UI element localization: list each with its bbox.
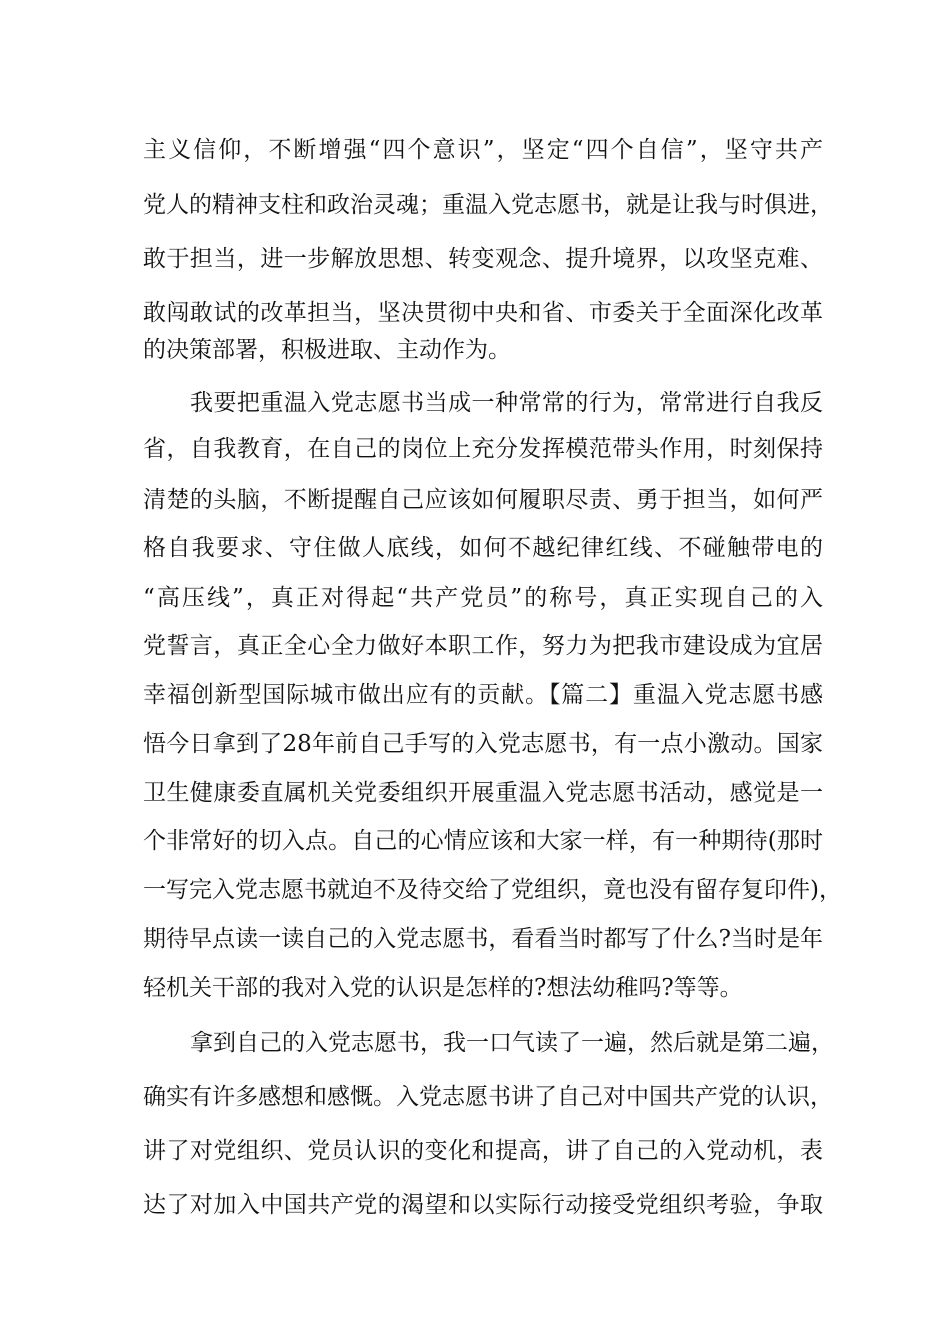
text-line: 我要把重温入党志愿书当成一种常常的行为，常常进行自我反 xyxy=(190,390,823,416)
text-line: 主义信仰，不断增强“四个意识”，坚定“四个自信”，坚守共产 xyxy=(143,137,823,163)
text-line: 党人的精神支柱和政治灵魂；重温入党志愿书，就是让我与时俱进， xyxy=(143,192,833,218)
text-line: 党誓言，真正全心全力做好本职工作，努力为把我市建设成为宜居 xyxy=(143,633,823,659)
text-line: 个非常好的切入点。自己的心情应该和大家一样，有一种期待(那时 xyxy=(143,828,823,854)
text-line: 轻机关干部的我对入党的认识是怎样的?想法幼稚吗?等等。 xyxy=(143,975,743,1001)
text-line: 格自我要求、守住做人底线，如何不越纪律红线、不碰触带电的 xyxy=(143,535,823,561)
text-line: 幸福创新型国际城市做出应有的贡献。【篇二】重温入党志愿书感 xyxy=(143,682,823,708)
text-line: 达了对加入中国共产党的渴望和以实际行动接受党组织考验，争取 xyxy=(143,1192,823,1218)
text-line: 卫生健康委直属机关党委组织开展重温入党志愿书活动，感觉是一 xyxy=(143,780,823,806)
text-line: 敢于担当，进一步解放思想、转变观念、提升境界，以攻坚克难、 xyxy=(143,246,823,272)
text-line: 省，自我教育，在自己的岗位上充分发挥模范带头作用，时刻保持 xyxy=(143,436,823,462)
text-line: 悟今日拿到了28年前自己手写的入党志愿书，有一点小激动。国家 xyxy=(143,731,823,757)
text-line: 的决策部署，积极进取、主动作为。 xyxy=(143,337,511,363)
text-line: 清楚的头脑，不断提醒自己应该如何履职尽责、勇于担当，如何严 xyxy=(143,487,823,513)
text-line: 敢闯敢试的改革担当，坚决贯彻中央和省、市委关于全面深化改革 xyxy=(143,300,823,326)
text-line: 拿到自己的入党志愿书，我一口气读了一遍，然后就是第二遍， xyxy=(190,1030,834,1056)
text-line: “高压线”，真正对得起“共产党员”的称号，真正实现自己的入 xyxy=(143,585,823,611)
text-line: 确实有许多感想和感慨。入党志愿书讲了自己对中国共产党的认识， xyxy=(143,1084,833,1110)
text-line: 一写完入党志愿书就迫不及待交给了党组织，竟也没有留存复印件)， xyxy=(143,877,842,903)
text-line: 讲了对党组织、党员认识的变化和提高，讲了自己的入党动机，表 xyxy=(143,1138,823,1164)
text-line: 期待早点读一读自己的入党志愿书，看看当时都写了什么?当时是年 xyxy=(143,926,823,952)
